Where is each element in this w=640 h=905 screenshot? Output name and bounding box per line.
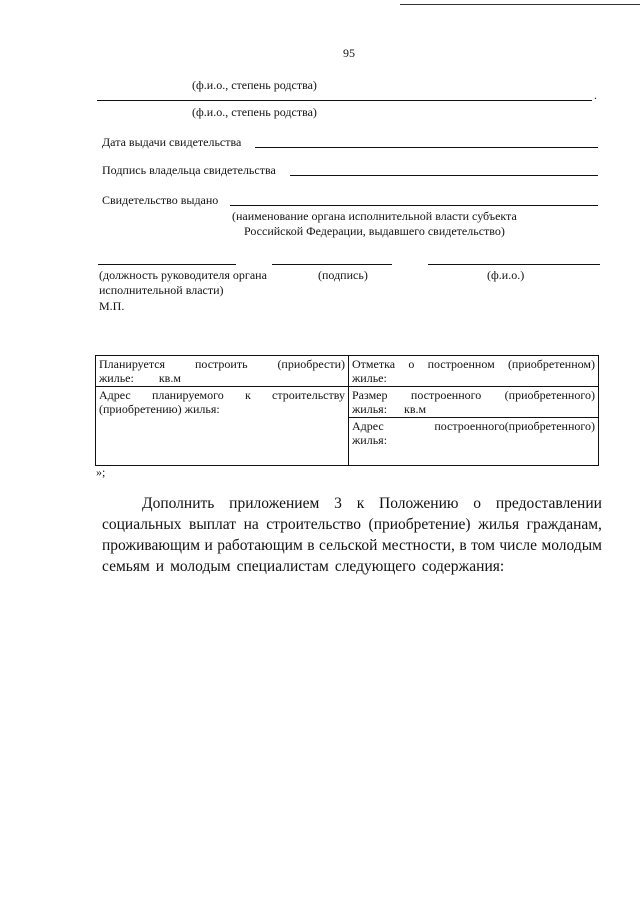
table-row <box>96 356 599 387</box>
housing-table <box>95 355 599 466</box>
built-mark-line2: жилье: <box>352 371 387 385</box>
name-caption: (ф.и.о.) <box>487 268 525 282</box>
name-line <box>428 264 600 265</box>
planned-area-cell <box>96 356 349 387</box>
built-area-line1: Размер построенного (приобретенного) <box>352 388 595 402</box>
built-address-line1: Адрес построенного(приобретенного) <box>352 419 595 433</box>
built-address-cell <box>349 418 599 466</box>
issued-by-line <box>230 205 598 206</box>
relation-caption-2: (ф.и.о., степень родства) <box>192 105 317 119</box>
planned-address-line1: Адрес планируемого к строительству <box>99 388 345 402</box>
page-number: 95 <box>343 46 355 60</box>
owner-signature-label: Подпись владельца свидетельства <box>102 163 276 177</box>
relation-line <box>97 100 592 101</box>
paragraph-line-2: социальных выплат на строительство (приобретение) жилья гражданам, <box>102 516 602 533</box>
built-mark-line1: Отметка о построенном (приобретенном) <box>352 357 595 371</box>
authority-caption-line1: (наименование органа исполнительной власти субъекта <box>232 209 517 223</box>
built-address-line2: жилья: <box>352 433 388 447</box>
line-end-dot: . <box>594 88 597 102</box>
top-edge-line <box>400 4 640 5</box>
relation-caption-1: (ф.и.о., степень родства) <box>192 78 317 92</box>
closing-mark: »; <box>96 465 106 479</box>
built-area-cell <box>349 387 599 418</box>
planned-area-line2: жилье: кв.м <box>99 371 181 385</box>
position-caption-line2: исполнительной власти) <box>99 283 224 297</box>
owner-signature-line <box>290 175 598 176</box>
signature-caption: (подпись) <box>318 268 368 282</box>
authority-caption-line2: Российской Федерации, выдавшего свидетельство) <box>244 224 505 238</box>
planned-area-line1: Планируется построить (приобрести) <box>99 357 345 371</box>
body-paragraph <box>102 493 602 577</box>
position-line <box>98 264 236 265</box>
position-caption-line1: (должность руководителя органа <box>99 268 267 282</box>
planned-address-cell <box>96 387 349 466</box>
paragraph-line-3: проживающим и работающим в сельской местности, в том числе молодым <box>102 537 602 554</box>
signature-line <box>272 264 392 265</box>
table-row <box>96 387 599 418</box>
issued-by-label: Свидетельство выдано <box>102 193 219 207</box>
issue-date-label: Дата выдачи свидетельства <box>102 135 242 149</box>
built-area-line2: жилья: кв.м <box>352 402 427 416</box>
built-mark-cell <box>349 356 599 387</box>
issue-date-line <box>255 147 598 148</box>
paragraph-line-4: семьям и молодым специалистам следующего содержания: <box>102 558 505 575</box>
paragraph-line-1: Дополнить приложением 3 к Положению о предоставлении <box>142 495 602 512</box>
planned-address-line2: (приобретению) жилья: <box>99 402 220 416</box>
stamp-label: М.П. <box>99 299 125 313</box>
